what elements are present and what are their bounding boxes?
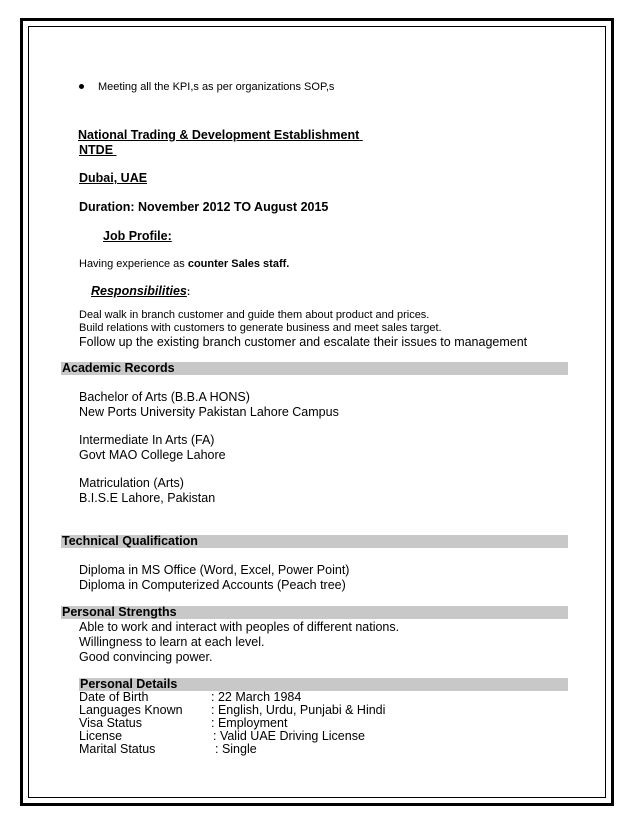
academic-line: Govt MAO College Lahore (79, 448, 226, 462)
strength-line: Good convincing power. (79, 650, 213, 664)
academic-heading: Academic Records (62, 361, 175, 375)
academic-line: B.I.S.E Lahore, Pakistan (79, 491, 216, 505)
responsibilities-colon: : (186, 287, 191, 298)
detail-value: : Employment (211, 716, 288, 730)
employer-location: Dubai, UAE (79, 171, 148, 185)
academic-line: New Ports University Pakistan Lahore Campus (79, 405, 339, 419)
academic-line: Matriculation (Arts) (79, 476, 184, 490)
detail-label: Date of Birth (79, 690, 149, 704)
detail-value: : English, Urdu, Punjabi & Hindi (211, 703, 386, 717)
detail-label: Languages Known (79, 703, 183, 717)
academic-line: Intermediate In Arts (FA) (79, 433, 215, 447)
strength-line: Willingness to learn at each level. (79, 635, 265, 649)
detail-value: : 22 March 1984 (211, 690, 302, 704)
employer-abbr (79, 143, 117, 157)
strengths-heading: Personal Strengths (62, 605, 177, 619)
employment-duration: Duration: November 2012 TO August 2015 (79, 200, 329, 214)
bullet-dot (79, 84, 84, 89)
strength-line: Able to work and interact with peoples of different nations. (79, 620, 400, 634)
detail-label: Marital Status (79, 742, 156, 756)
responsibilities-heading-text: Responsibilities (91, 284, 187, 298)
detail-label: Visa Status (79, 716, 143, 730)
employer-name (61, 128, 363, 142)
technical-heading: Technical Qualification (62, 534, 198, 548)
responsibility-item: Follow up the existing branch customer and escalate their issues to management (79, 335, 528, 349)
job-profile-role: counter Sales staff. (187, 258, 290, 270)
technical-line: Diploma in MS Office (Word, Excel, Power Point) (79, 563, 350, 577)
employer-abbr-text: NTDE (79, 143, 114, 157)
responsibility-item: Deal walk in branch customer and guide them about product and prices. (79, 309, 430, 321)
job-profile-text (79, 258, 289, 270)
employer-name-text: National Trading & Development Establishment (78, 128, 360, 142)
kpi-line: Meeting all the KPI,s as per organizations SOP,s (98, 81, 335, 93)
detail-value: : Single (215, 742, 257, 756)
academic-line: Bachelor of Arts (B.B.A HONS) (79, 390, 250, 404)
job-profile-prefix: Having experience as (79, 258, 188, 270)
detail-label: License (79, 729, 123, 743)
details-heading: Personal Details (80, 677, 178, 691)
responsibility-item: Build relations with customers to generate business and meet sales target. (79, 322, 442, 334)
detail-value: : Valid UAE Driving License (213, 729, 365, 743)
technical-line: Diploma in Computerized Accounts (Peach tree) (79, 578, 346, 592)
job-profile-heading: Job Profile: (103, 229, 172, 243)
responsibilities-heading (91, 284, 190, 298)
